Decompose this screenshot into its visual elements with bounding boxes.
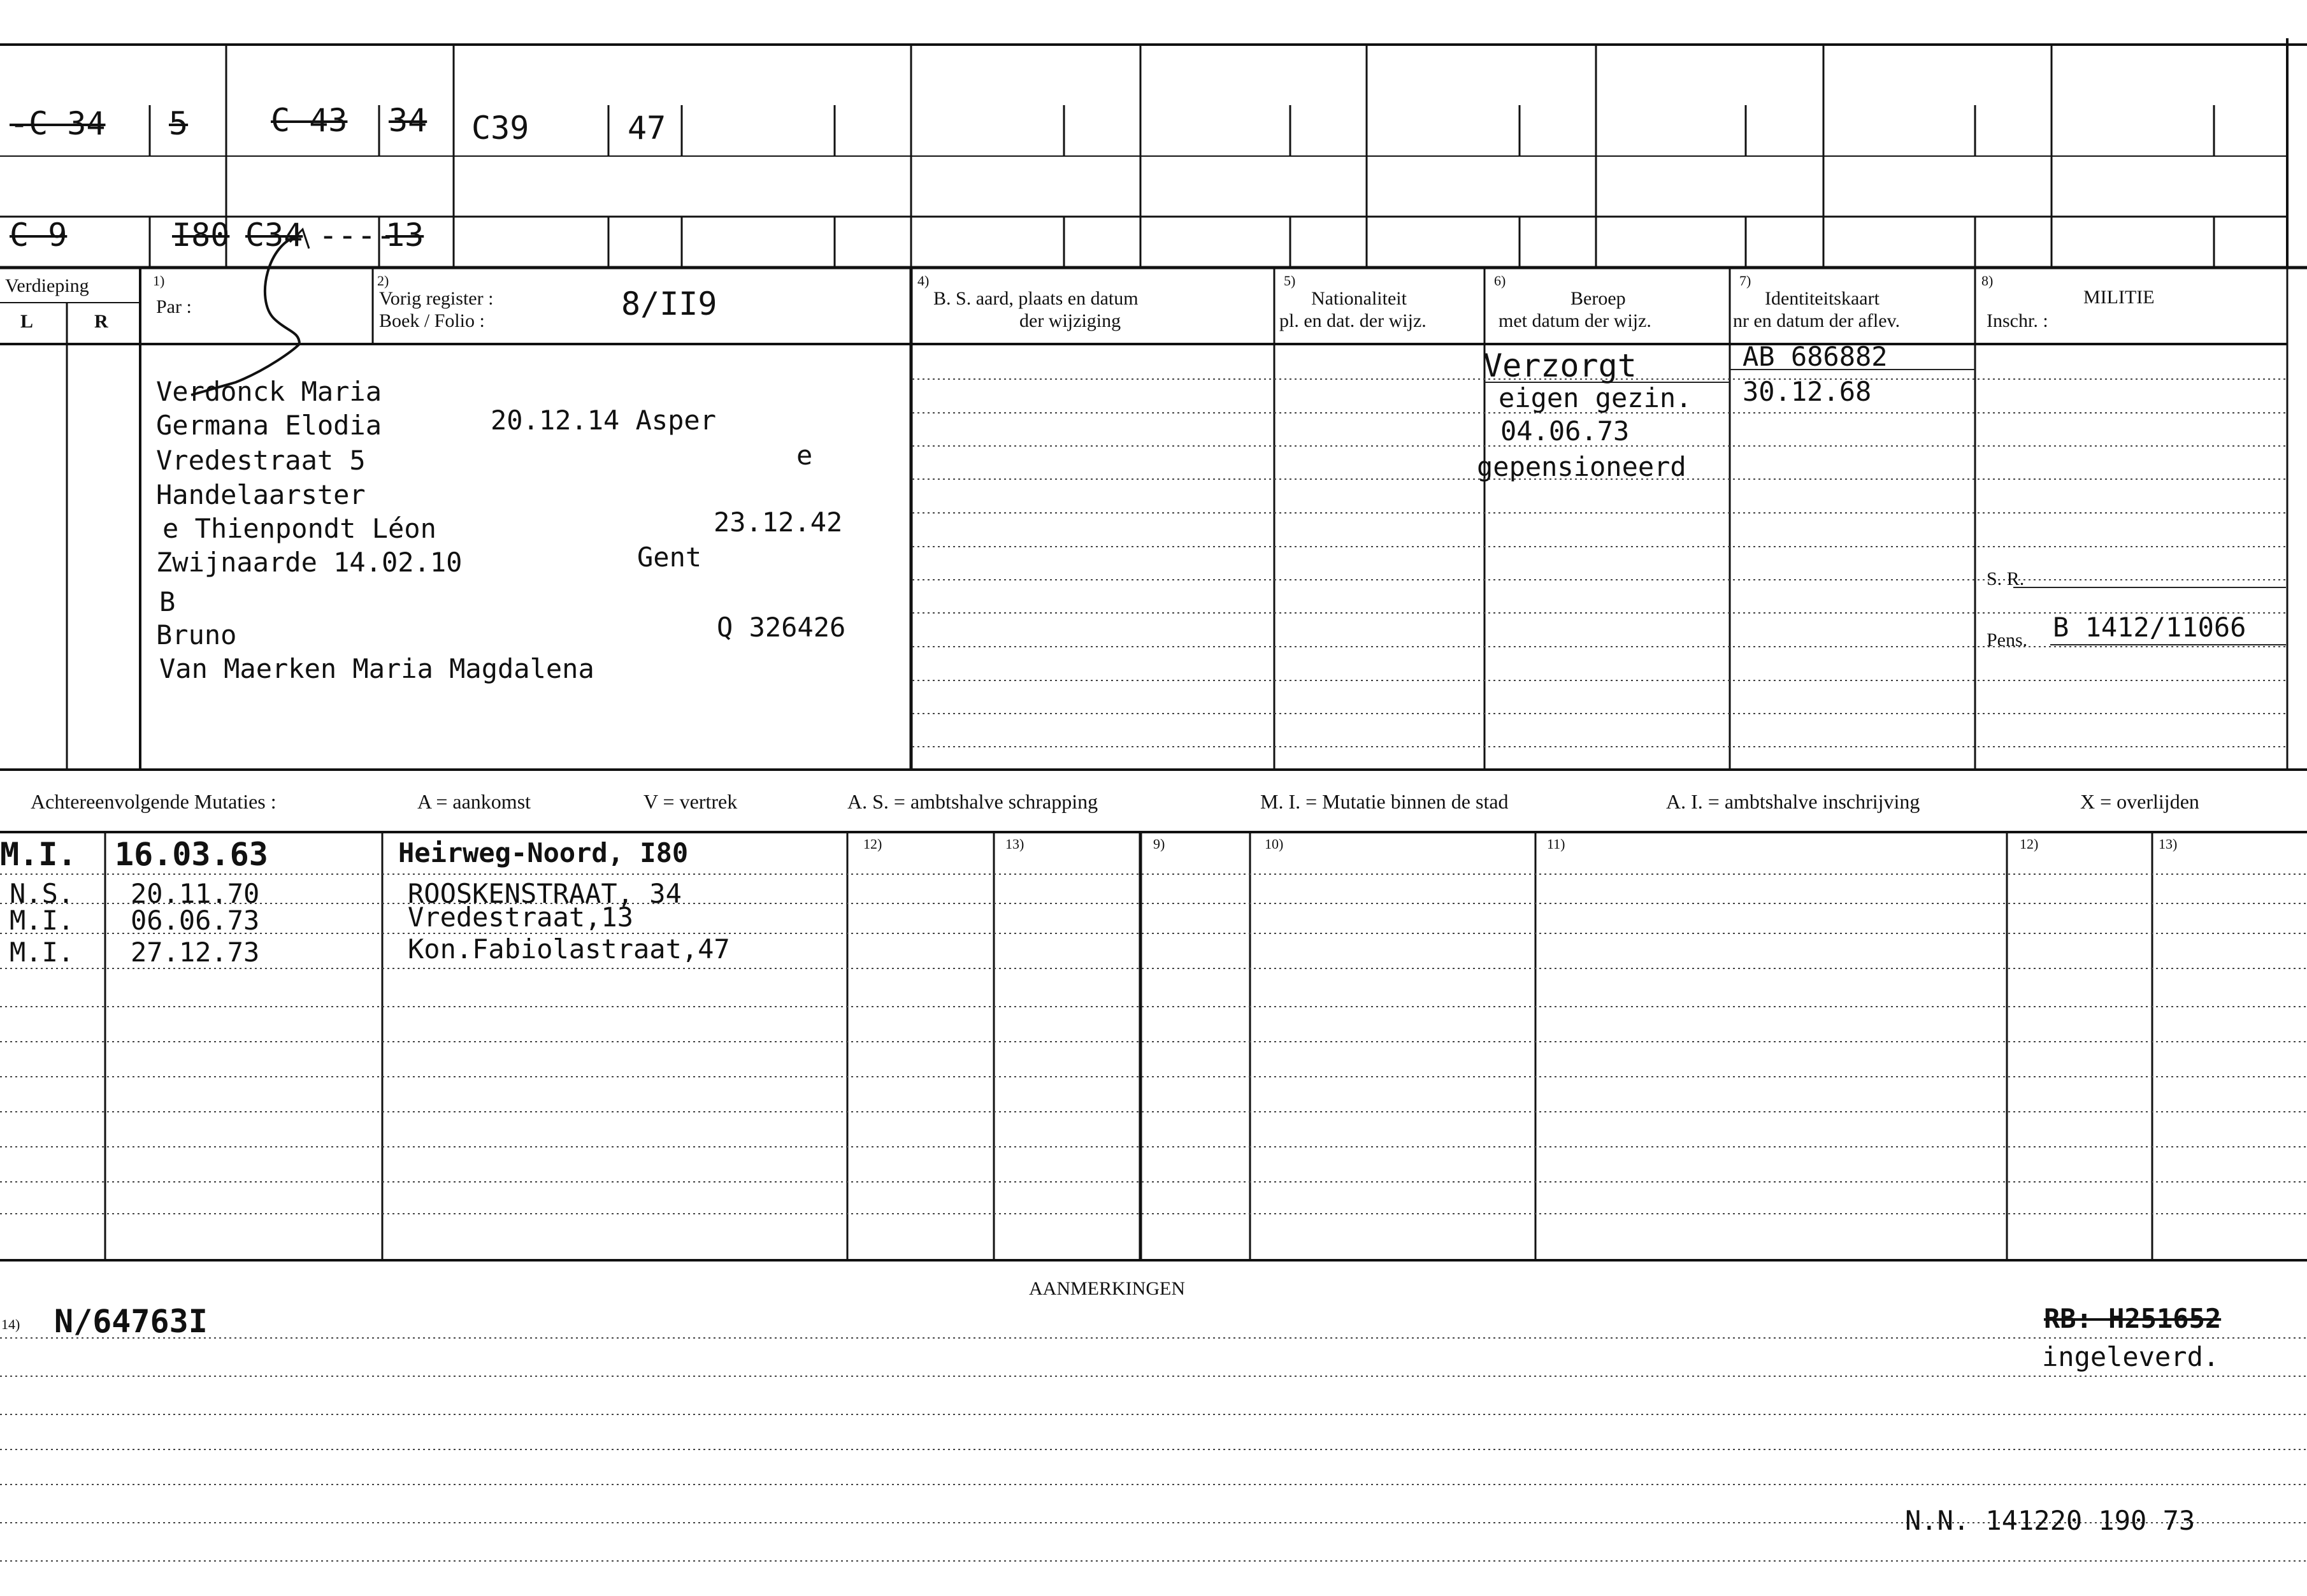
field-number-6: 6) [1494,273,1506,289]
nationaliteit-sub-label: pl. en dat. der wijz. [1279,310,1427,331]
ingeleverd-text: ingeleverd. [2042,1341,2220,1372]
person-line-6-place: Gent [637,542,702,573]
id-card-date: 30.12.68 [1743,376,1872,407]
sr-label: S. R. [1987,568,2025,589]
code-13: 13 [385,217,424,254]
mutation-address: ROOSKENSTRAAT, 34 [408,878,682,909]
mutation-col-9: 9) [1153,836,1165,852]
beroep-line-1: Verzorgt [1483,347,1637,384]
person-line-3: Vredestraat 5 [156,445,366,476]
beroep-line-2: eigen gezin. [1498,382,1692,413]
person-birth: 20.12.14 Asper [491,405,717,436]
nn-number: N.N. 141220 190 73 [1905,1505,2196,1536]
vorig-register-label: Vorig register : [379,288,494,309]
person-line-6: Zwijnaarde 14.02.10 [156,547,463,578]
code-c34-row2: C34 [245,217,303,254]
militie-label: MILITIE [2083,287,2155,308]
mutation-date: 06.06.73 [131,905,260,936]
rb-number: RB: H251652 [2044,1303,2222,1334]
person-line-9: Van Maerken Maria Magdalena [159,653,594,684]
mutation-col-13b: 13) [2159,836,2178,852]
legend-overlijden: X = overlijden [2080,790,2199,813]
mutation-date: 27.12.73 [131,937,260,968]
identiteitskaart-sub-label: nr en datum der aflev. [1733,310,1901,331]
mutation-address: Vredestraat,13 [408,902,634,933]
legend-title: Achtereenvolgende Mutaties : [31,790,277,813]
mutation-col-12b: 12) [2020,836,2039,852]
mutation-date: 20.11.70 [131,878,260,909]
mutation-col-11: 11) [1547,836,1565,852]
person-line-7: B [159,586,176,617]
mutation-address: Heirweg-Noord, I80 [398,837,689,868]
beroep-line-3: 04.06.73 [1500,415,1630,447]
field-number-2: 2) [377,273,389,289]
code-34: 34 [389,102,428,139]
person-line-2: Germana Elodia [156,410,382,441]
person-line-8: Bruno [156,619,237,651]
code-47: 47 [628,110,666,147]
mutation-type: M.I. [10,937,75,968]
mutation-col-13: 13) [1005,836,1024,852]
mutation-type: N.S. [10,878,75,909]
legend-aankomst: A = aankomst [417,790,531,813]
beroep-label: Beroep [1570,288,1626,309]
col-l-label: L [20,311,34,332]
id-card-number: AB 686882 [1743,341,1888,372]
mutation-col-10: 10) [1265,836,1284,852]
par-label: Par : [156,296,192,317]
code-c34: -C 34 [10,105,106,142]
aanmerkingen-number: N/64763I [54,1303,208,1340]
bs-label-2: der wijziging [1019,310,1121,331]
boek-folio-label: Boek / Folio : [379,310,485,331]
bs-label-1: B. S. aard, plaats en datum [933,288,1139,309]
pens-label: Pens. [1987,629,2028,651]
field-number-8: 8) [1981,273,1994,289]
identiteitskaart-label: Identiteitskaart [1765,288,1879,309]
person-line-8-code: Q 326426 [717,612,846,643]
verdieping-label: Verdieping [5,275,89,296]
code-i80: I80 [172,217,230,254]
pens-value: B 1412/11066 [2053,612,2246,643]
mutation-col-12: 12) [863,836,882,852]
beroep-sub-label: met datum der wijz. [1498,310,1651,331]
field-number-4: 4) [917,273,930,289]
nationaliteit-label: Nationaliteit [1311,288,1407,309]
mutation-date: 16.03.63 [115,836,268,873]
col-r-label: R [94,311,108,332]
field-number-7: 7) [1739,273,1751,289]
person-line-4: Handelaarster [156,479,366,510]
field-number-14: 14) [1,1316,20,1332]
person-line-1: Verdonck Maria [156,376,382,407]
code-c9: C 9 [10,217,68,254]
handwritten-bracket-mark [191,236,299,395]
code-c43: C 43 [271,102,348,139]
register-value: 8/II9 [621,285,717,322]
code-dashes: ---- [319,217,396,254]
person-partner: e Thienpondt Léon [162,513,436,544]
person-line-3-e: e [796,440,813,471]
legend-vertrek: V = vertrek [643,790,738,813]
mutation-address: Kon.Fabiolastraat,47 [408,933,730,965]
legend-ambtshalve-schrapping: A. S. = ambtshalve schrapping [847,790,1098,813]
code-c39: C39 [471,110,529,147]
person-marriage-date: 23.12.42 [714,507,843,538]
legend-mutatie: M. I. = Mutatie binnen de stad [1260,790,1509,813]
mutation-type: M.I. [0,836,77,873]
aanmerkingen-title: AANMERKINGEN [1029,1278,1185,1299]
field-number-1: 1) [153,273,165,289]
code-5: 5 [169,105,189,142]
inschr-label: Inschr. : [1987,310,2048,331]
legend-ambtshalve-inschrijving: A. I. = ambtshalve inschrijving [1666,790,1920,813]
mutation-type: M.I. [10,905,75,936]
beroep-line-4: gepensioneerd [1477,451,1686,482]
field-number-5: 5) [1284,273,1296,289]
